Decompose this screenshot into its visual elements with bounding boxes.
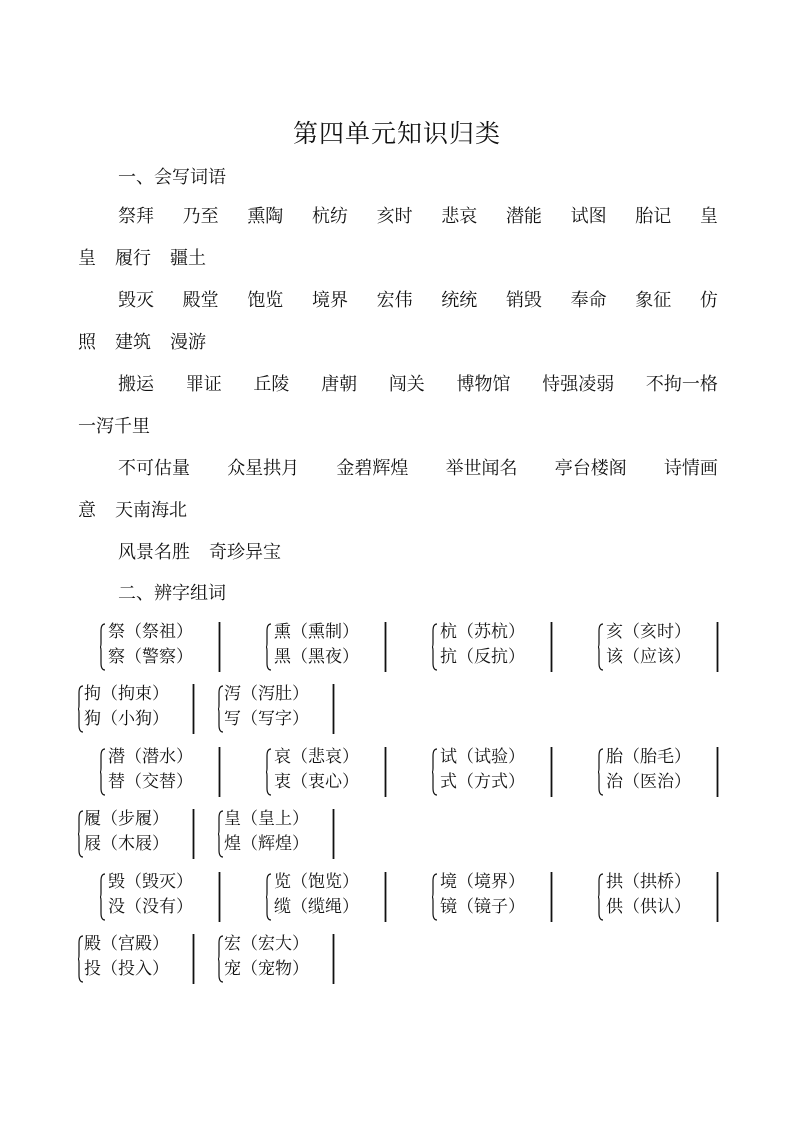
word: 罪证: [185, 374, 222, 395]
word: 履行: [115, 248, 151, 269]
word: 乃至: [182, 206, 219, 227]
right-bracket-icon: [550, 622, 553, 672]
word-line: [118, 540, 718, 566]
char-compound: 屐（木屐）: [84, 834, 169, 854]
char-group: [598, 745, 722, 801]
word-line: [118, 204, 718, 230]
char-group: [432, 745, 556, 801]
char-compound: 祭（祭祖）: [108, 622, 193, 642]
char-compound: 治（医治）: [606, 772, 691, 792]
right-bracket-icon: [550, 747, 553, 797]
char-compound: 宏（宏大）: [224, 934, 309, 954]
right-bracket-icon: [716, 622, 719, 672]
word: 境界: [311, 290, 348, 311]
char-compound: 宠（宠物）: [224, 959, 309, 979]
char-group: [598, 620, 722, 676]
word: 统统: [441, 290, 478, 311]
word: 宏伟: [376, 290, 413, 311]
word: 建筑: [115, 332, 151, 353]
word: 胎记: [635, 206, 672, 227]
right-bracket-icon: [384, 872, 387, 922]
word-line: [78, 246, 718, 272]
word: 众星拱月: [227, 458, 300, 479]
char-compound: 履（步履）: [84, 809, 169, 829]
right-bracket-icon: [332, 934, 335, 984]
char-compound: 式（方式）: [440, 772, 525, 792]
word: 诗情画: [663, 458, 718, 479]
char-group: [78, 807, 198, 863]
char-compound: 没（没有）: [108, 897, 193, 917]
word: 丘陵: [253, 374, 290, 395]
char-compound: 潜（潜水）: [108, 747, 193, 767]
right-bracket-icon: [192, 684, 195, 734]
section-heading-vocabulary: 一、会写词语: [118, 167, 226, 188]
char-compound: 抗（反抗）: [440, 647, 525, 667]
word: 奇珍异宝: [209, 542, 281, 563]
char-compound: 试（试验）: [440, 747, 525, 767]
word: 试图: [570, 206, 607, 227]
char-compound: 皇（皇上）: [224, 809, 309, 829]
right-bracket-icon: [716, 747, 719, 797]
word: 意: [78, 500, 96, 521]
left-brace-icon: [100, 873, 105, 921]
left-brace-icon: [100, 623, 105, 671]
left-brace-icon: [218, 685, 223, 733]
char-compound: 狗（小狗）: [84, 709, 169, 729]
word-line: [118, 456, 718, 482]
char-group: [266, 620, 390, 676]
right-bracket-icon: [192, 809, 195, 859]
word: 博物馆: [456, 374, 511, 395]
word: 搬运: [118, 374, 154, 395]
word: 饱览: [247, 290, 284, 311]
char-compound: 镜（镜子）: [440, 897, 525, 917]
char-group: [100, 870, 224, 926]
word: 殿堂: [182, 290, 219, 311]
word-line: [118, 288, 718, 314]
char-compound: 胎（胎毛）: [606, 747, 691, 767]
word-line: [78, 498, 718, 524]
left-brace-icon: [266, 748, 271, 796]
char-compound: 杭（苏杭）: [440, 622, 525, 642]
right-bracket-icon: [218, 747, 221, 797]
right-bracket-icon: [218, 622, 221, 672]
word: 疆土: [170, 248, 206, 269]
page-title: 第四单元知识归类: [292, 119, 501, 148]
word: 唐朝: [321, 374, 358, 395]
word: 一泻千里: [78, 416, 150, 437]
char-group: [100, 620, 224, 676]
right-bracket-icon: [332, 809, 335, 859]
word: 皇: [699, 206, 718, 227]
char-compound: 供（供认）: [606, 897, 691, 917]
left-brace-icon: [432, 623, 437, 671]
char-compound: 投（投入）: [84, 959, 169, 979]
char-compound: 拱（拱桥）: [606, 872, 691, 892]
left-brace-icon: [432, 748, 437, 796]
word: 不可估量: [118, 458, 190, 479]
char-group: [218, 682, 342, 738]
word: 潜能: [505, 206, 542, 227]
char-group: [78, 682, 198, 738]
word: 悲哀: [441, 206, 478, 227]
left-brace-icon: [78, 935, 83, 983]
char-compound: 替（交替）: [108, 772, 193, 792]
word: 象征: [635, 290, 672, 311]
left-brace-icon: [598, 873, 603, 921]
char-compound: 察（警察）: [108, 647, 193, 667]
char-compound: 黑（黑夜）: [274, 647, 359, 667]
word: 闯关: [388, 374, 425, 395]
left-brace-icon: [100, 748, 105, 796]
section-heading-character-groups: 二、辨字组词: [118, 583, 226, 604]
left-brace-icon: [598, 623, 603, 671]
word: 熏陶: [247, 206, 284, 227]
left-brace-icon: [78, 810, 83, 858]
word-line: [118, 372, 718, 398]
word: 皇: [78, 248, 96, 269]
word: 不拘一格: [645, 374, 718, 395]
word: 风景名胜: [118, 542, 190, 563]
char-compound: 境（境界）: [440, 872, 525, 892]
left-brace-icon: [432, 873, 437, 921]
char-compound: 哀（悲哀）: [274, 747, 359, 767]
right-bracket-icon: [332, 684, 335, 734]
left-brace-icon: [266, 623, 271, 671]
right-bracket-icon: [384, 747, 387, 797]
word: 天南海北: [115, 500, 187, 521]
left-brace-icon: [218, 935, 223, 983]
word: 奉命: [570, 290, 607, 311]
char-compound: 殿（宫殿）: [84, 934, 169, 954]
char-group: [266, 745, 390, 801]
word: 漫游: [170, 332, 206, 353]
left-brace-icon: [218, 810, 223, 858]
right-bracket-icon: [218, 872, 221, 922]
left-brace-icon: [598, 748, 603, 796]
word: 举世闻名: [445, 458, 518, 479]
char-compound: 泻（泻肚）: [224, 684, 309, 704]
char-group: [218, 932, 342, 988]
left-brace-icon: [78, 685, 83, 733]
word: 金碧辉煌: [336, 458, 409, 479]
right-bracket-icon: [550, 872, 553, 922]
word: 毁灭: [118, 290, 154, 311]
char-compound: 熏（熏制）: [274, 622, 359, 642]
word: 照: [78, 332, 96, 353]
char-compound: 览（饱览）: [274, 872, 359, 892]
char-compound: 拘（拘束）: [84, 684, 169, 704]
char-group: [432, 870, 556, 926]
char-compound: 煌（辉煌）: [224, 834, 309, 854]
word: 杭纺: [311, 206, 348, 227]
char-compound: 亥（亥时）: [606, 622, 691, 642]
word: 恃强凌弱: [542, 374, 615, 395]
word: 仿: [699, 290, 718, 311]
char-group: [432, 620, 556, 676]
word-line: [78, 330, 718, 356]
char-compound: 缆（缆绳）: [274, 897, 359, 917]
right-bracket-icon: [716, 872, 719, 922]
char-compound: 毁（毁灭）: [108, 872, 193, 892]
char-group: [78, 932, 198, 988]
char-group: [100, 745, 224, 801]
word: 亥时: [376, 206, 413, 227]
right-bracket-icon: [384, 622, 387, 672]
char-group: [218, 807, 342, 863]
word: 祭拜: [118, 206, 154, 227]
word: 销毁: [505, 290, 542, 311]
word-line: [78, 414, 718, 440]
char-compound: 衷（衷心）: [274, 772, 359, 792]
char-compound: 该（应该）: [606, 647, 691, 667]
char-compound: 写（写字）: [224, 709, 309, 729]
char-group: [598, 870, 722, 926]
right-bracket-icon: [192, 934, 195, 984]
char-group: [266, 870, 390, 926]
word: 亭台楼阁: [554, 458, 627, 479]
left-brace-icon: [266, 873, 271, 921]
